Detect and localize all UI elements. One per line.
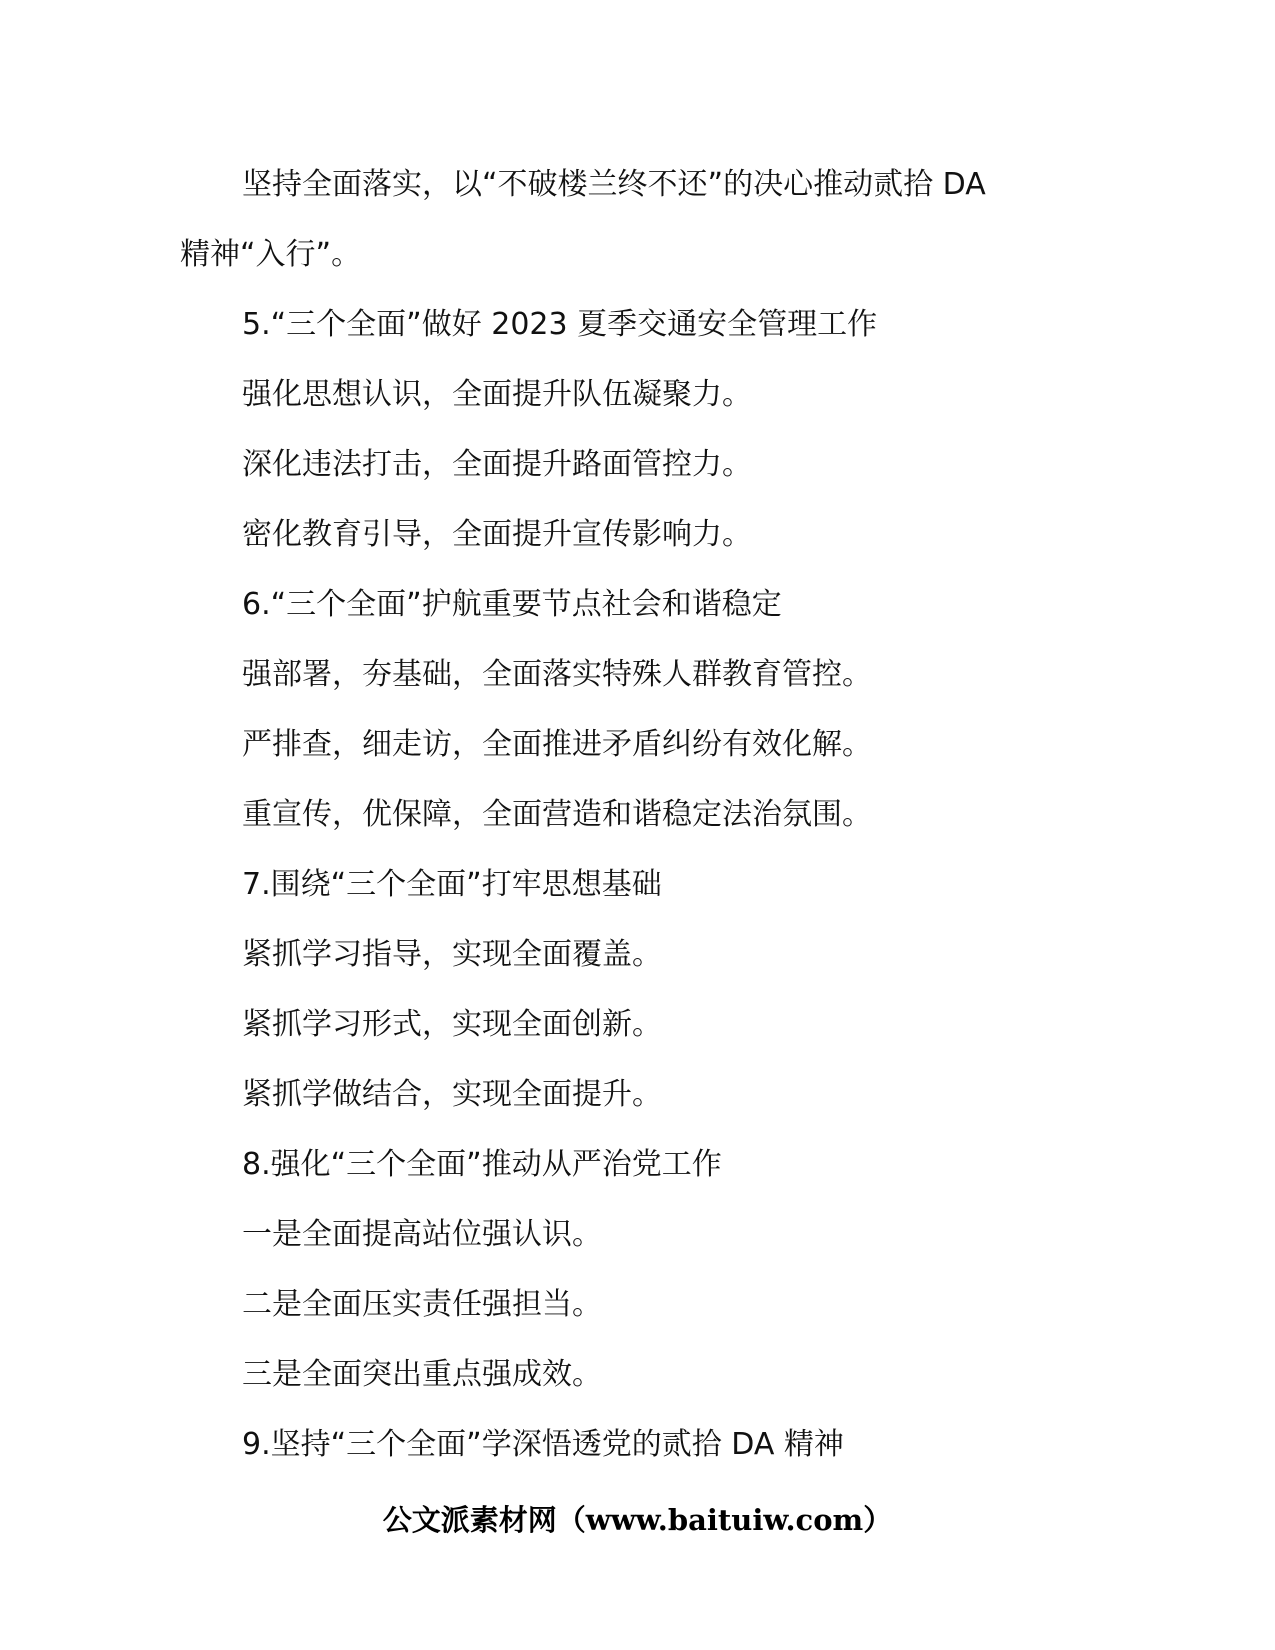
paragraph-line: 强化思想认识，全面提升队伍凝聚力。 <box>242 377 752 412</box>
paragraph-line: 重宣传，优保障，全面营造和谐稳定法治氛围。 <box>242 797 872 832</box>
page-footer-watermark: 公文派素材网（www.baituiw.com） <box>382 1503 893 1537</box>
paragraph-line: 深化违法打击，全面提升路面管控力。 <box>242 447 752 482</box>
paragraph-line: 密化教育引导，全面提升宣传影响力。 <box>242 517 752 552</box>
section-heading: 8.强化“三个全面”推动从严治党工作 <box>242 1147 722 1182</box>
paragraph-line: 坚持全面落实，以“不破楼兰终不还”的决心推动贰拾 DA <box>242 167 986 202</box>
paragraph-line: 精神“入行”。 <box>180 237 362 272</box>
paragraph-line: 紧抓学习指导，实现全面覆盖。 <box>242 937 662 972</box>
section-heading: 5.“三个全面”做好 2023 夏季交通安全管理工作 <box>242 307 878 342</box>
paragraph-line: 强部署，夯基础，全面落实特殊人群教育管控。 <box>242 657 872 692</box>
section-heading: 9.坚持“三个全面”学深悟透党的贰拾 DA 精神 <box>242 1427 844 1462</box>
paragraph-line: 一是全面提高站位强认识。 <box>242 1217 602 1252</box>
paragraph-line: 严排查，细走访，全面推进矛盾纠纷有效化解。 <box>242 727 872 762</box>
section-heading: 6.“三个全面”护航重要节点社会和谐稳定 <box>242 587 782 622</box>
section-heading: 7.围绕“三个全面”打牢思想基础 <box>242 867 662 902</box>
document-body <box>180 150 1100 1480</box>
paragraph-line: 紧抓学习形式，实现全面创新。 <box>242 1007 662 1042</box>
paragraph-line: 二是全面压实责任强担当。 <box>242 1287 602 1322</box>
paragraph-line: 紧抓学做结合，实现全面提升。 <box>242 1077 662 1112</box>
paragraph-line: 三是全面突出重点强成效。 <box>242 1357 602 1392</box>
